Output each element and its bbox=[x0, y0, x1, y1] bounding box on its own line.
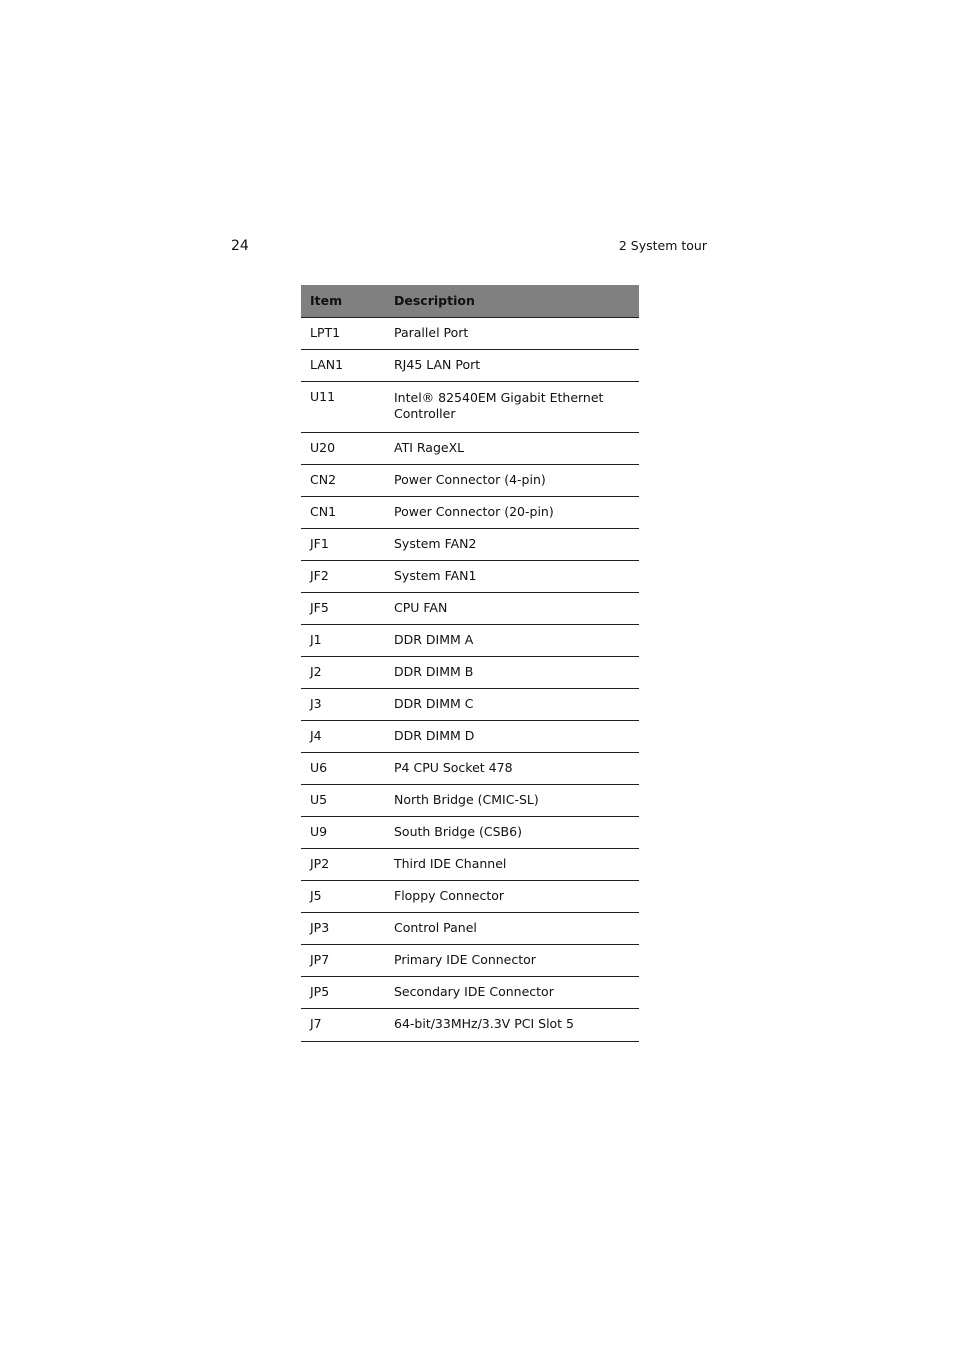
table-row bbox=[301, 528, 639, 560]
table-row bbox=[301, 317, 639, 349]
table-row bbox=[301, 349, 639, 381]
component-table bbox=[301, 285, 639, 1042]
item-cell: J2 bbox=[301, 656, 385, 688]
table-row bbox=[301, 880, 639, 912]
description-cell: System FAN2 bbox=[385, 528, 639, 560]
item-cell: JP2 bbox=[301, 848, 385, 880]
item-cell: CN2 bbox=[301, 464, 385, 496]
table-row bbox=[301, 592, 639, 624]
item-cell: U20 bbox=[301, 432, 385, 464]
description-cell: Primary IDE Connector bbox=[385, 944, 639, 976]
description-cell: Intel® 82540EM Gigabit Ethernet Controller bbox=[385, 381, 639, 432]
table-row bbox=[301, 912, 639, 944]
table-row bbox=[301, 656, 639, 688]
item-cell: JP7 bbox=[301, 944, 385, 976]
description-cell: DDR DIMM B bbox=[385, 656, 639, 688]
item-cell: JF2 bbox=[301, 560, 385, 592]
item-cell: JP5 bbox=[301, 976, 385, 1008]
description-cell: P4 CPU Socket 478 bbox=[385, 752, 639, 784]
table-row bbox=[301, 624, 639, 656]
column-header-description: Description bbox=[385, 285, 639, 317]
description-cell: South Bridge (CSB6) bbox=[385, 816, 639, 848]
item-cell: J5 bbox=[301, 880, 385, 912]
description-cell: Floppy Connector bbox=[385, 880, 639, 912]
item-cell: U11 bbox=[301, 381, 385, 432]
item-cell: U9 bbox=[301, 816, 385, 848]
description-cell: 64-bit/33MHz/3.3V PCI Slot 5 bbox=[385, 1008, 639, 1041]
item-cell: LAN1 bbox=[301, 349, 385, 381]
item-cell: JF5 bbox=[301, 592, 385, 624]
item-cell: CN1 bbox=[301, 496, 385, 528]
description-cell: ATI RageXL bbox=[385, 432, 639, 464]
item-cell: LPT1 bbox=[301, 317, 385, 349]
page-number: 24 bbox=[231, 238, 249, 254]
table-row bbox=[301, 381, 639, 432]
description-cell: DDR DIMM D bbox=[385, 720, 639, 752]
table-header-row bbox=[301, 285, 639, 317]
description-cell: Control Panel bbox=[385, 912, 639, 944]
description-cell: Secondary IDE Connector bbox=[385, 976, 639, 1008]
table-row bbox=[301, 1008, 639, 1041]
item-cell: JF1 bbox=[301, 528, 385, 560]
description-cell: DDR DIMM C bbox=[385, 688, 639, 720]
table-row bbox=[301, 560, 639, 592]
item-cell: U6 bbox=[301, 752, 385, 784]
item-cell: U5 bbox=[301, 784, 385, 816]
table-row bbox=[301, 848, 639, 880]
table-row bbox=[301, 976, 639, 1008]
description-cell: System FAN1 bbox=[385, 560, 639, 592]
description-cell: North Bridge (CMIC-SL) bbox=[385, 784, 639, 816]
chapter-header: 2 System tour bbox=[618, 238, 707, 253]
description-cell: Power Connector (4-pin) bbox=[385, 464, 639, 496]
table-row bbox=[301, 784, 639, 816]
table-row bbox=[301, 432, 639, 464]
description-cell: DDR DIMM A bbox=[385, 624, 639, 656]
item-cell: J7 bbox=[301, 1008, 385, 1041]
table-row bbox=[301, 464, 639, 496]
table-row bbox=[301, 816, 639, 848]
column-header-item: Item bbox=[301, 285, 385, 317]
description-cell: Third IDE Channel bbox=[385, 848, 639, 880]
table-row bbox=[301, 688, 639, 720]
item-cell: JP3 bbox=[301, 912, 385, 944]
description-cell: Power Connector (20-pin) bbox=[385, 496, 639, 528]
item-cell: J4 bbox=[301, 720, 385, 752]
table-row bbox=[301, 496, 639, 528]
table-row bbox=[301, 720, 639, 752]
item-cell: J1 bbox=[301, 624, 385, 656]
description-cell: Parallel Port bbox=[385, 317, 639, 349]
description-cell: CPU FAN bbox=[385, 592, 639, 624]
table-row bbox=[301, 944, 639, 976]
item-cell: J3 bbox=[301, 688, 385, 720]
description-cell: RJ45 LAN Port bbox=[385, 349, 639, 381]
table-row bbox=[301, 752, 639, 784]
